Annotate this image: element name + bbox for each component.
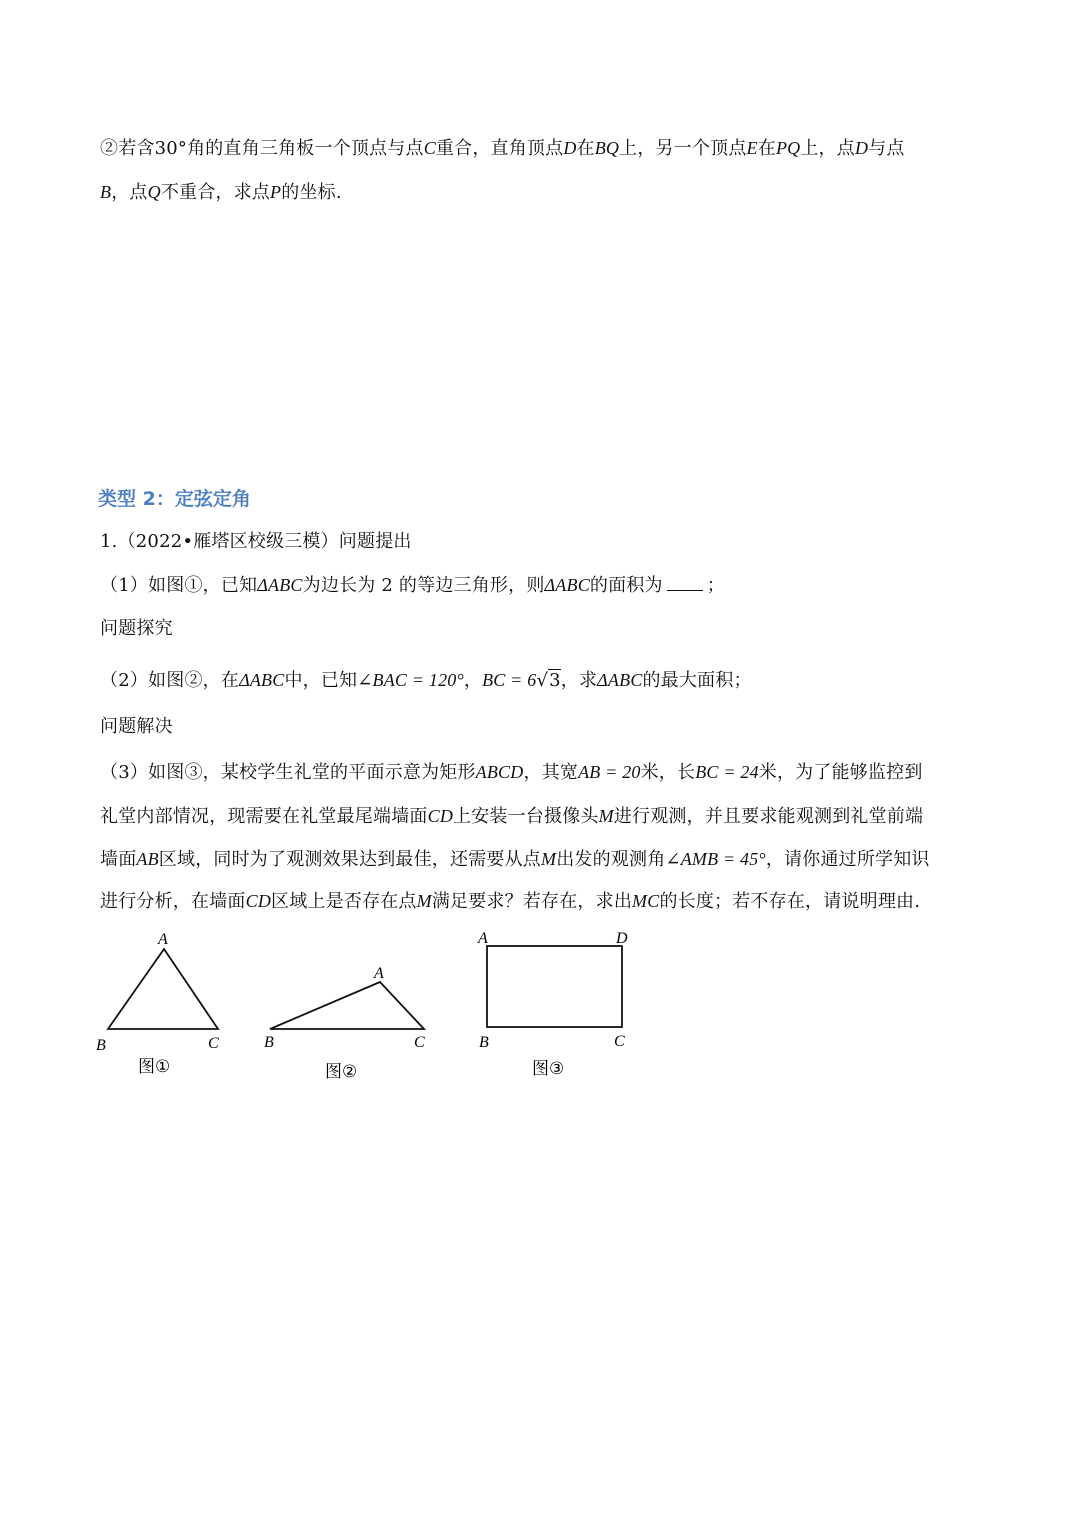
question-3-line-2 bbox=[100, 804, 923, 829]
text: 的长度；若不存在，请说明理由. bbox=[659, 891, 921, 912]
length-bc: BC = 6 bbox=[482, 670, 537, 690]
vertex-a-label: A bbox=[374, 965, 384, 982]
text: 区域，同时为了观测效果达到最佳，还需要从点 bbox=[158, 849, 541, 870]
figure-3 bbox=[477, 930, 628, 1079]
problem-source: 1.（2022•雁塔区校级三模）问题提出 bbox=[100, 531, 412, 552]
point-q: Q bbox=[147, 182, 161, 202]
vertex-a-label: A bbox=[158, 931, 168, 948]
text: ，请你通过所学知识 bbox=[765, 849, 930, 870]
segment-cd: CD bbox=[245, 891, 272, 911]
triangle-abc: ΔABC bbox=[239, 670, 285, 690]
question-2 bbox=[100, 668, 752, 693]
text: 与点 bbox=[868, 138, 905, 159]
vertex-c-label: C bbox=[414, 1034, 425, 1051]
text: （2）如图②，在 bbox=[100, 670, 240, 691]
figure-caption: 图② bbox=[325, 1062, 358, 1082]
segment-cd: CD bbox=[427, 806, 454, 826]
triangle-abc: ΔABC bbox=[597, 670, 643, 690]
vertex-b-label: B bbox=[264, 1034, 274, 1051]
text: 的坐标. bbox=[281, 182, 342, 203]
text: 上，点 bbox=[800, 138, 855, 159]
segment-pq: PQ bbox=[775, 138, 801, 158]
point-e: E bbox=[746, 138, 758, 158]
question-line-2 bbox=[100, 180, 342, 205]
text: 中，已知 bbox=[284, 670, 358, 691]
triangle-abc: ΔABC bbox=[257, 575, 303, 595]
sqrt-radicand: 3 bbox=[549, 670, 561, 691]
angle-bac: ∠BAC = 120° bbox=[357, 670, 464, 690]
triangle-1 bbox=[108, 949, 218, 1029]
figures bbox=[90, 920, 650, 1095]
text: ； bbox=[706, 575, 725, 596]
point-m: M bbox=[416, 891, 432, 911]
point-p: P bbox=[270, 182, 282, 202]
triangle-2 bbox=[270, 982, 424, 1029]
sqrt-icon: √ bbox=[536, 670, 549, 691]
rect-abcd: ABCD bbox=[475, 762, 524, 782]
length-ab: AB = 20 bbox=[578, 762, 641, 782]
point-c: C bbox=[423, 138, 436, 158]
text: （3）如图③，某校学生礼堂的平面示意为矩形 bbox=[100, 762, 476, 783]
text: 出发的观测角 bbox=[556, 849, 666, 870]
rectangle-abcd bbox=[487, 946, 622, 1027]
question-3-line-3 bbox=[100, 847, 930, 872]
vertex-a-label: A bbox=[478, 930, 488, 947]
text: 的面积为 bbox=[589, 575, 663, 596]
segment-ab: AB bbox=[136, 849, 159, 869]
text: 墙面 bbox=[100, 849, 137, 870]
vertex-c-label: C bbox=[208, 1035, 219, 1052]
text: ， bbox=[463, 670, 483, 691]
text: 进行观测，并且要求能观测到礼堂前端 bbox=[613, 806, 924, 827]
figure-1 bbox=[96, 931, 219, 1077]
segment-mc: MC bbox=[632, 891, 660, 911]
text: （1）如图①，已知 bbox=[100, 575, 258, 596]
text: 进行分析，在墙面 bbox=[100, 891, 246, 912]
angle-amb: ∠AMB = 45° bbox=[665, 849, 766, 869]
figure-caption: 图① bbox=[138, 1057, 171, 1077]
vertex-d-label: D bbox=[616, 930, 628, 947]
question-line-1 bbox=[100, 136, 905, 161]
text: ，点 bbox=[111, 182, 148, 203]
text: 上安装一台摄像头 bbox=[453, 806, 599, 827]
vertex-b-label: B bbox=[479, 1034, 489, 1051]
text: 在 bbox=[757, 138, 776, 159]
point-m: M bbox=[598, 806, 614, 826]
text: 重合，直角顶点 bbox=[435, 138, 564, 159]
text: 在 bbox=[576, 138, 595, 159]
figure-caption: 图③ bbox=[532, 1059, 565, 1079]
text: 米，长 bbox=[640, 762, 696, 783]
text: 为边长为 2 的等边三角形，则 bbox=[302, 575, 545, 596]
vertex-b-label: B bbox=[96, 1037, 106, 1054]
text: 的最大面积； bbox=[642, 670, 752, 691]
text: 满足要求？若存在，求出 bbox=[431, 891, 633, 912]
length-bc: BC = 24 bbox=[695, 762, 759, 782]
point-d: D bbox=[563, 138, 577, 158]
text: 米，为了能够监控到 bbox=[758, 762, 923, 783]
question-3-line-4 bbox=[100, 889, 920, 914]
question-1 bbox=[100, 573, 725, 598]
point-d: D bbox=[854, 138, 869, 158]
point-b: B bbox=[100, 182, 112, 202]
text: 区域上是否存在点 bbox=[271, 891, 417, 912]
text: 上，另一个顶点 bbox=[619, 138, 747, 159]
vertex-c-label: C bbox=[614, 1033, 625, 1050]
answer-blank bbox=[667, 574, 703, 591]
text: ，求 bbox=[560, 670, 598, 691]
label-solve: 问题解决 bbox=[100, 716, 173, 737]
question-3-line-1 bbox=[100, 760, 923, 785]
segment-bq: BQ bbox=[594, 138, 620, 158]
section-heading: 类型 2：定弦定角 bbox=[98, 488, 251, 510]
triangle-abc: ΔABC bbox=[544, 575, 590, 595]
text: ②若含30°角的直角三角板一个顶点与点 bbox=[100, 138, 424, 159]
figure-2 bbox=[264, 965, 425, 1082]
point-m: M bbox=[541, 849, 557, 869]
text: 不重合，求点 bbox=[160, 182, 271, 203]
label-explore: 问题探究 bbox=[100, 618, 173, 639]
text: ，其宽 bbox=[523, 762, 579, 783]
text: 礼堂内部情况，现需要在礼堂最尾端墙面 bbox=[100, 806, 428, 827]
